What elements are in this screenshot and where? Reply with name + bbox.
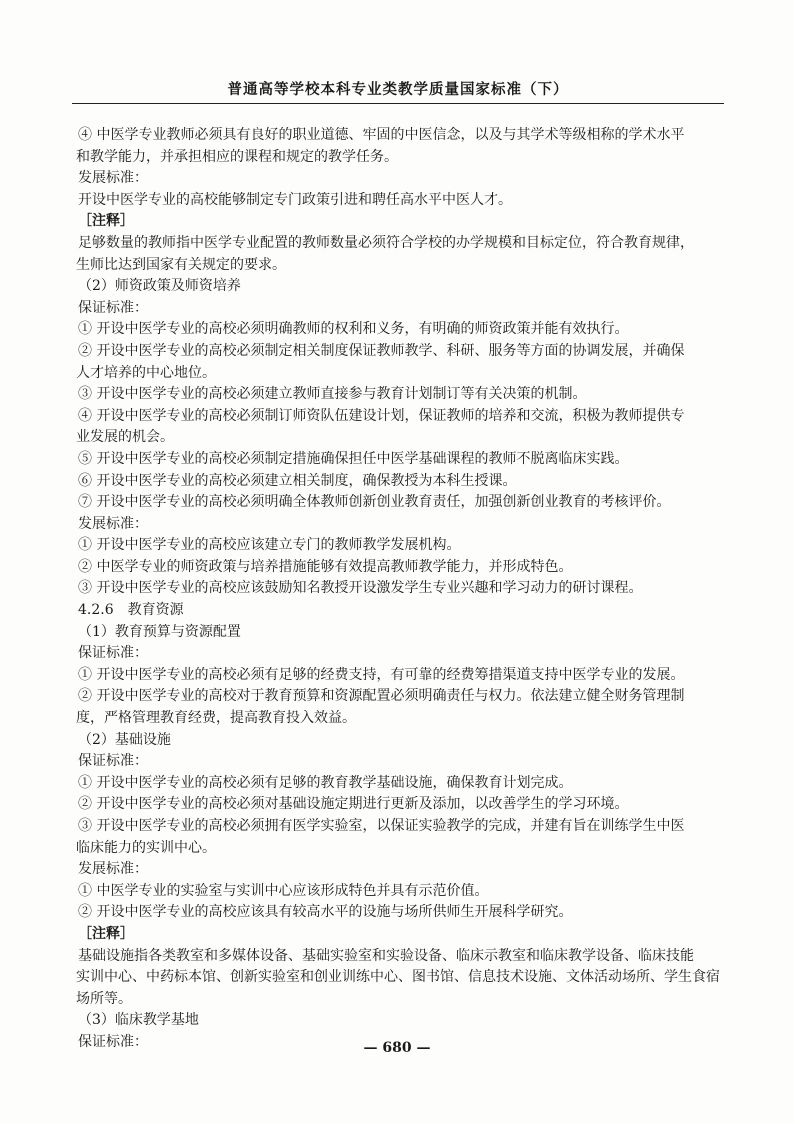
text-line: 基础设施指各类教室和多媒体设备、基础实验室和实验设备、临床示教室和临床教学设备、临床技能 [78, 947, 694, 964]
text-line: ④ 中医学专业教师必须具有良好的职业道德、牢固的中医信念，以及与其学术等级相称的学术水平 [78, 127, 685, 143]
text-line: ① 开设中医学专业的高校应该建立专门的教师教学发展机构。 [78, 537, 461, 554]
text-line: 临床能力的实训中心。 [76, 839, 216, 856]
text-line: 保证标准： [78, 1033, 148, 1050]
note-heading: ［注释］ [78, 925, 134, 942]
text-line: ① 开设中医学专业的高校必须有足够的经费支持，有可靠的经费筹措渠道支持中医学专业的发展。 [78, 666, 685, 683]
text-line: ① 中医学专业的实验室与实训中心应该形成特色并具有示范价值。 [78, 882, 489, 899]
text-line: 发展标准： [78, 515, 148, 532]
text-line: 度，严格管理教育经费，提高教育投入效益。 [76, 710, 356, 727]
section-heading: 4.2.6 教育资源 [78, 602, 184, 619]
text-line: ② 开设中医学专业的高校对于教育预算和资源配置必须明确责任与权力。依法建立健全财务管理制 [78, 688, 685, 705]
text-line: 人才培养的中心地位。 [76, 364, 216, 381]
text-line: 开设中医学专业的高校能够制定专门政策引进和聘任高水平中医人才。 [78, 191, 512, 208]
text-line: 和教学能力，并承担相应的课程和规定的教学任务。 [76, 148, 398, 165]
text-line: ② 中医学专业的师资政策与培养措施能够有效提高教师教学能力，并形成特色。 [78, 558, 573, 575]
text-line: ③ 开设中医学专业的高校必须拥有医学实验室，以保证实验教学的完成，并建有旨在训练学生中医 [78, 818, 685, 834]
text-line: ② 开设中医学专业的高校必须对基础设施定期进行更新及添加，以改善学生的学习环境。 [78, 796, 629, 813]
text-line: ② 开设中医学专业的高校必须制定相关制度保证教师教学、科研、服务等方面的协调发展，并确保 [78, 342, 685, 359]
text-line: 保证标准： [78, 299, 148, 316]
text-line: ② 开设中医学专业的高校应该具有较高水平的设施与场所供师生开展科学研究。 [78, 904, 573, 921]
text-line: ① 开设中医学专业的高校必须明确教师的权利和义务，有明确的师资政策并能有效执行。 [78, 321, 629, 338]
text-line: 业发展的机会。 [76, 429, 174, 446]
text-line: ③ 开设中医学专业的高校应该鼓励知名教授开设激发学生专业兴趣和学习动力的研讨课程。 [78, 580, 643, 597]
body-text [76, 125, 720, 1054]
text-line: ③ 开设中医学专业的高校必须建立教师直接参与教育计划制订等有关决策的机制。 [78, 386, 587, 403]
subsection-heading: （1）教育预算与资源配置 [78, 623, 241, 640]
running-header: 普通高等学校本科专业类教学质量国家标准（下） [227, 81, 569, 98]
page-number: — 680 — [363, 1040, 431, 1056]
text-line: 场所等。 [76, 990, 132, 1007]
text-line: 保证标准： [78, 753, 148, 770]
text-line: 足够数量的教师指中医学专业配置的教师数量必须符合学校的办学规模和目标定位，符合教育规律， [78, 234, 694, 251]
text-line: ④ 开设中医学专业的高校必须制订师资队伍建设计划，保证教师的培养和交流，积极为教师提供专 [78, 407, 685, 424]
subsection-heading: （3）临床教学基地 [78, 1012, 199, 1029]
note-heading: ［注释］ [78, 213, 134, 230]
text-line: ① 开设中医学专业的高校必须有足够的教育教学基础设施，确保教育计划完成。 [78, 774, 573, 791]
text-line: 保证标准： [78, 645, 148, 662]
subsection-heading: （2）基础设施 [78, 731, 171, 748]
text-line: 实训中心、中药标本馆、创新实验室和创业训练中心、图书馆、信息技术设施、文体活动场所、学生食宿 [76, 969, 720, 986]
text-line: ⑥ 开设中医学专业的高校必须建立相关制度，确保教授为本科生授课。 [78, 472, 517, 489]
text-line: 发展标准： [78, 170, 148, 187]
text-line: 生师比达到国家有关规定的要求。 [76, 256, 286, 273]
header-rule [72, 103, 724, 104]
text-line: 发展标准： [78, 861, 148, 878]
subsection-heading: （2）师资政策及师资培养 [78, 278, 241, 295]
text-line: ⑦ 开设中医学专业的高校必须明确全体教师创新创业教育责任，加强创新创业教育的考核评价。 [78, 494, 671, 511]
text-line: ⑤ 开设中医学专业的高校必须制定措施确保担任中医学基础课程的教师不脱离临床实践。 [78, 450, 629, 467]
